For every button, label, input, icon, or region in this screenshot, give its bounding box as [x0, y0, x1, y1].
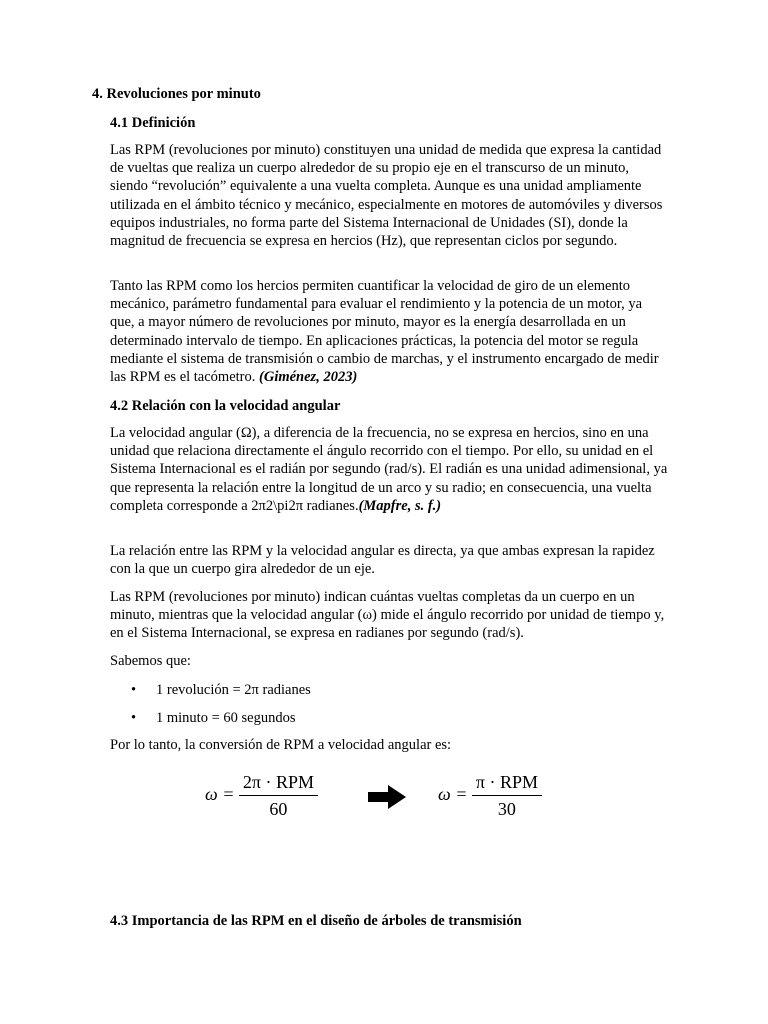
fraction-numerator: π · RPM	[472, 772, 542, 796]
paragraph-text: Tanto las RPM como los hercios permiten cuantificar la velocidad de giro de un elemento mecánico, parámetro fundamental para evaluar el rendimiento y la potencia de un motor, ya que, a mayor número de revoluciones por minuto, mayor es la energía desarrollada en un determinado intervalo de tiempo. En aplicaciones prácticas, la potencia del motor se regula mediante el sistema de transmisión o cambio de marchas, y el instrumento encargado de medir las RPM es el tacómetro.	[110, 278, 659, 386]
section-heading: 4. Revoluciones por minuto	[92, 86, 261, 102]
fraction	[472, 772, 542, 820]
subsection-heading-definicion: 4.1 Definición	[110, 115, 196, 131]
paragraph-velocidad-1	[110, 424, 670, 515]
bullet-icon: •	[131, 710, 137, 726]
right-arrow-icon	[368, 785, 406, 809]
list-item-text: 1 revolución = 2π radianes	[156, 682, 311, 698]
fraction-numerator: 2π · RPM	[239, 772, 318, 796]
fraction-denominator: 30	[497, 799, 516, 819]
subsection-heading-velocidad-angular: 4.2 Relación con la velocidad angular	[110, 398, 341, 414]
formula-rpm-30	[438, 772, 542, 820]
subsection-heading-importancia: 4.3 Importancia de las RPM en el diseño de árboles de transmisión	[110, 913, 522, 929]
fraction	[239, 772, 318, 820]
formula-lhs: ω =	[438, 784, 468, 805]
formula-rpm-60	[205, 772, 318, 820]
citation: (Giménez, 2023)	[259, 369, 358, 386]
paragraph-definicion-1: Las RPM (revoluciones por minuto) constituyen una unidad de medida que expresa la cantidad de vueltas que realiza un cuerpo alrededor de su propio eje en el transcurso de un minuto, siendo “revolución” equivalente a una vuelta completa. Aunque es una unidad ampliamente utilizada en el ámbito técnico y mecánico, especialmente en motores de automóviles y diversos equipos industriales, no forma parte del Sistema Internacional de Unidades (SI), donde la magnitud de frecuencia se expresa en hercios (Hz), que representan ciclos por segundo.	[110, 142, 663, 250]
paragraph-text: La velocidad angular (Ω), a diferencia de la frecuencia, no se expresa en hercios, sino en una unidad que relaciona directamente el ángulo recorrido con el tiempo. Por ello, su unidad en el Sistema Internacional es el radián por segundo (rad/s). El radián es una unidad adimensional, ya que representa la relación entre la longitud de un arco y su radio; en consecuencia, una vuelta completa corresponde a 2π2\pi2π radianes.	[110, 425, 668, 514]
paragraph-sabemos: Sabemos que:	[110, 653, 191, 669]
paragraph-velocidad-2: La relación entre las RPM y la velocidad angular es directa, ya que ambas expresan la rapidez con la que un cuerpo gira alrededor de un eje.	[110, 543, 655, 578]
fraction-denominator: 60	[269, 799, 288, 819]
paragraph-conversion: Por lo tanto, la conversión de RPM a velocidad angular es:	[110, 737, 452, 753]
list-item-text: 1 minuto = 60 segundos	[156, 710, 296, 726]
citation: (Mapfre, s. f.)	[358, 497, 442, 514]
paragraph-velocidad-3: Las RPM (revoluciones por minuto) indican cuántas vueltas completas da un cuerpo en un minuto, mientras que la velocidad angular (ω) mide el ángulo recorrido por unidad de tiempo y, en el Sistema Internacional, se expresa en radianes por segundo (rad/s).	[110, 589, 665, 642]
bullet-icon: •	[131, 682, 137, 698]
paragraph-definicion-2	[110, 277, 670, 386]
formula-lhs: ω =	[205, 784, 235, 805]
